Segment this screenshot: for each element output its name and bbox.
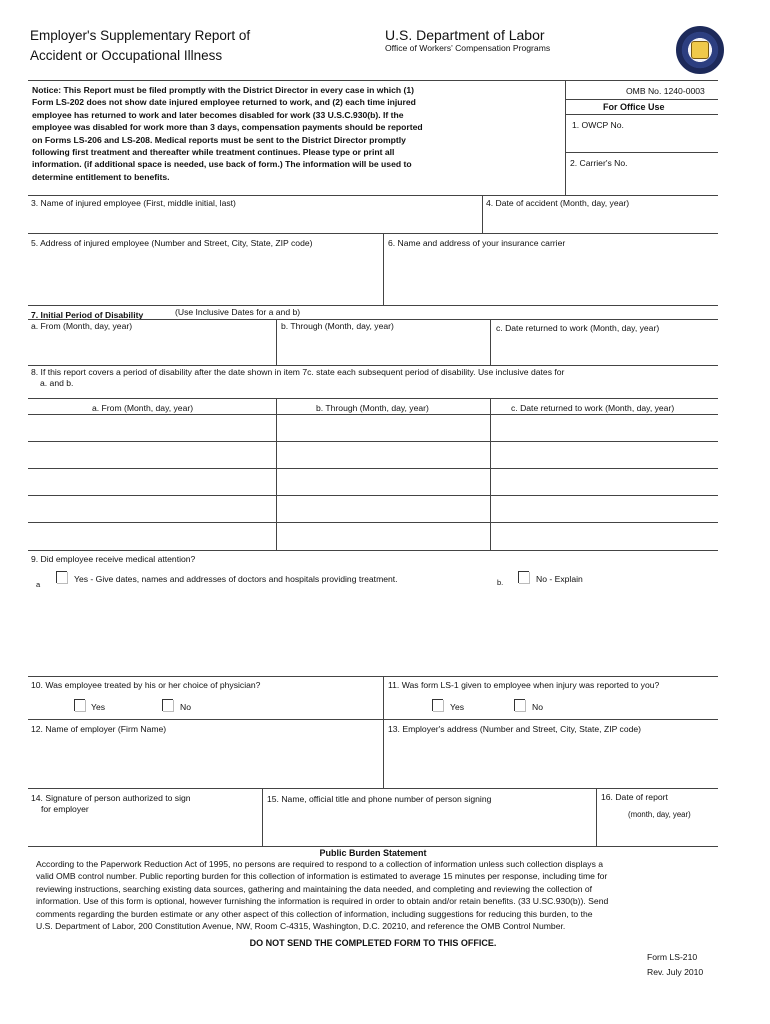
- notice-line: employee has returned to work and later becomes disabled for work (33 U.S.C.930(b). If the: [32, 109, 404, 120]
- row-rule: [28, 398, 718, 399]
- field-7c-returned[interactable]: c. Date returned to work (Month, day, year): [496, 323, 660, 333]
- form-number: Form LS-210: [647, 952, 698, 962]
- row-rule: [28, 305, 718, 306]
- field-9a-yes-checkbox[interactable]: [56, 571, 67, 583]
- period-row-4[interactable]: [28, 522, 718, 523]
- omb-number: OMB No. 1240-0003: [626, 86, 705, 96]
- notice-line: information. (if additional space is needed, use back of form.) The information will be used to: [32, 159, 412, 170]
- field-9b-letter: b.: [497, 578, 504, 587]
- burden-line: valid OMB control number. Public reporting burden for this collection of information is estimated to average 15 minutes per response, including time for: [36, 871, 608, 882]
- field-8a-header: a. From (Month, day, year): [92, 403, 194, 413]
- office-use-rule: [565, 152, 718, 153]
- burden-title: Public Burden Statement: [319, 848, 427, 858]
- field-8c-header: c. Date returned to work (Month, day, year): [511, 403, 675, 413]
- field-7-note: (Use Inclusive Dates for a and b): [175, 307, 301, 317]
- office-name: Office of Workers' Compensation Programs: [385, 43, 551, 53]
- burden-line: reviewing instructions, searching existing data sources, gathering and maintaining the data needed, and completing and reviewing the collection of: [36, 883, 593, 894]
- row-rule: [28, 414, 718, 415]
- burden-statement: [36, 858, 726, 932]
- form-title-line2: Accident or Occupational Illness: [30, 48, 223, 63]
- field-10-no-label: No: [180, 702, 191, 712]
- cell-divider: [490, 398, 491, 550]
- owcp-no-label: 1. OWCP No.: [572, 120, 624, 130]
- notice-line: employee was disabled for work more than 3 days, compensation payments should be reported: [32, 122, 423, 133]
- row-rule: [28, 550, 718, 551]
- field-8-instructions: 8. If this report covers a period of disability after the date shown in item 7c. state each subsequent period of disability. Use inclusive dates for: [31, 367, 565, 377]
- office-use-rule: [565, 114, 718, 115]
- row-rule: [28, 846, 718, 847]
- cell-divider: [262, 788, 263, 846]
- field-10-no-checkbox[interactable]: [162, 699, 173, 711]
- notice-line: on Forms LS-206 and LS-208. Medical reports must be sent to the District Director promptly: [32, 134, 406, 145]
- field-12-employer-name[interactable]: 12. Name of employer (Firm Name): [31, 724, 167, 734]
- field-4-accident-date[interactable]: 4. Date of accident (Month, day, year): [486, 198, 630, 208]
- cell-divider: [596, 788, 597, 846]
- field-7a-from[interactable]: a. From (Month, day, year): [31, 321, 133, 331]
- row-rule: [28, 319, 718, 320]
- field-11-no-label: No: [532, 702, 543, 712]
- field-8b-header: b. Through (Month, day, year): [316, 403, 429, 413]
- notice-line: following first treatment and thereafter while treatment continues. Please type or print all: [32, 147, 395, 158]
- burden-line: U.S. Department of Labor, 200 Constitution Avenue, NW, Room C-4315, Washington, D.C. 20210, and reference the OMB Control Number.: [36, 921, 566, 932]
- field-3-employee-name[interactable]: 3. Name of injured employee (First, middle initial, last): [31, 198, 236, 208]
- form-title: [30, 26, 250, 66]
- field-11-ls1-given: 11. Was form LS-1 given to employee when injury was reported to you?: [388, 680, 660, 690]
- period-row-2[interactable]: [28, 468, 718, 469]
- field-14-line1: 14. Signature of person authorized to sign: [31, 793, 191, 803]
- field-9b-no-checkbox[interactable]: [518, 571, 529, 583]
- field-13-employer-address[interactable]: 13. Employer's address (Number and Street, City, State, ZIP code): [388, 724, 642, 734]
- field-10-physician-choice: 10. Was employee treated by his or her choice of physician?: [31, 680, 261, 690]
- period-row-3[interactable]: [28, 495, 718, 496]
- field-16-format: (month, day, year): [628, 810, 691, 819]
- department-name: U.S. Department of Labor: [385, 27, 545, 43]
- field-16-report-date[interactable]: 16. Date of report: [601, 792, 668, 802]
- period-row-1[interactable]: [28, 441, 718, 442]
- row-rule: [28, 195, 718, 196]
- field-11-yes-checkbox[interactable]: [432, 699, 443, 711]
- cell-divider: [276, 398, 277, 550]
- field-14-line2: for employer: [41, 804, 89, 814]
- seal-eagle-icon: [691, 41, 709, 59]
- burden-line: information. Use of this form is optional, however furnishing the information is required in order to obtain and/or retain benefits. (33 U.SC.930(b)). Send: [36, 896, 609, 907]
- notice-line: Form LS-202 does not show date injured employee returned to work, and (2) each time injured: [32, 97, 416, 108]
- field-7b-through[interactable]: b. Through (Month, day, year): [281, 321, 394, 331]
- burden-line: comments regarding the burden estimate or any other aspect of this collection of information, including suggestions for reducing this burden, to the: [36, 908, 593, 919]
- row-rule: [28, 365, 718, 366]
- cell-divider: [383, 719, 384, 788]
- field-10-yes-checkbox[interactable]: [74, 699, 85, 711]
- cell-divider: [490, 319, 491, 365]
- office-use-title: For Office Use: [603, 102, 665, 112]
- cell-divider: [383, 233, 384, 305]
- field-7-title: 7. Initial Period of Disability: [31, 310, 144, 320]
- field-9a-letter: a: [36, 580, 41, 589]
- field-10-yes-label: Yes: [91, 702, 106, 712]
- notice-line: determine entitlement to benefits.: [32, 171, 170, 182]
- top-rule: [28, 80, 718, 81]
- field-11-no-checkbox[interactable]: [514, 699, 525, 711]
- field-9a-yes-label: Yes - Give dates, names and addresses of doctors and hospitals providing treatment.: [74, 574, 398, 584]
- field-15-signer-info[interactable]: 15. Name, official title and phone number of person signing: [267, 794, 492, 804]
- field-9b-no-label: No - Explain: [536, 574, 583, 584]
- row-rule: [28, 788, 718, 789]
- row-rule: [28, 676, 718, 677]
- carriers-no-label: 2. Carrier's No.: [570, 158, 628, 168]
- do-not-send-warning: DO NOT SEND THE COMPLETED FORM TO THIS OFFICE.: [249, 938, 497, 948]
- field-8-instructions-2: a. and b.: [40, 378, 74, 388]
- field-14-signature[interactable]: [31, 793, 191, 815]
- office-use-divider: [565, 80, 566, 195]
- row-rule: [28, 233, 718, 234]
- notice-block: [32, 84, 562, 183]
- cell-divider: [383, 676, 384, 719]
- office-use-rule: [565, 99, 718, 100]
- field-6-insurance-carrier[interactable]: 6. Name and address of your insurance carrier: [388, 238, 566, 248]
- burden-line: According to the Paperwork Reduction Act of 1995, no persons are required to respond to a collection of information unless such collection displays a: [36, 859, 604, 869]
- notice-line: Notice: This Report must be filed promptly with the District Director in every case in which (1): [32, 85, 415, 95]
- dol-seal-icon: [676, 26, 724, 74]
- cell-divider: [276, 319, 277, 365]
- cell-divider: [482, 195, 483, 233]
- field-9-medical-attention: 9. Did employee receive medical attention?: [31, 554, 196, 564]
- field-11-yes-label: Yes: [450, 702, 465, 712]
- row-rule: [28, 719, 718, 720]
- form-revision: Rev. July 2010: [647, 967, 704, 977]
- form-title-line1: Employer's Supplementary Report of: [30, 28, 251, 43]
- field-5-employee-address[interactable]: 5. Address of injured employee (Number and Street, City, State, ZIP code): [31, 238, 313, 248]
